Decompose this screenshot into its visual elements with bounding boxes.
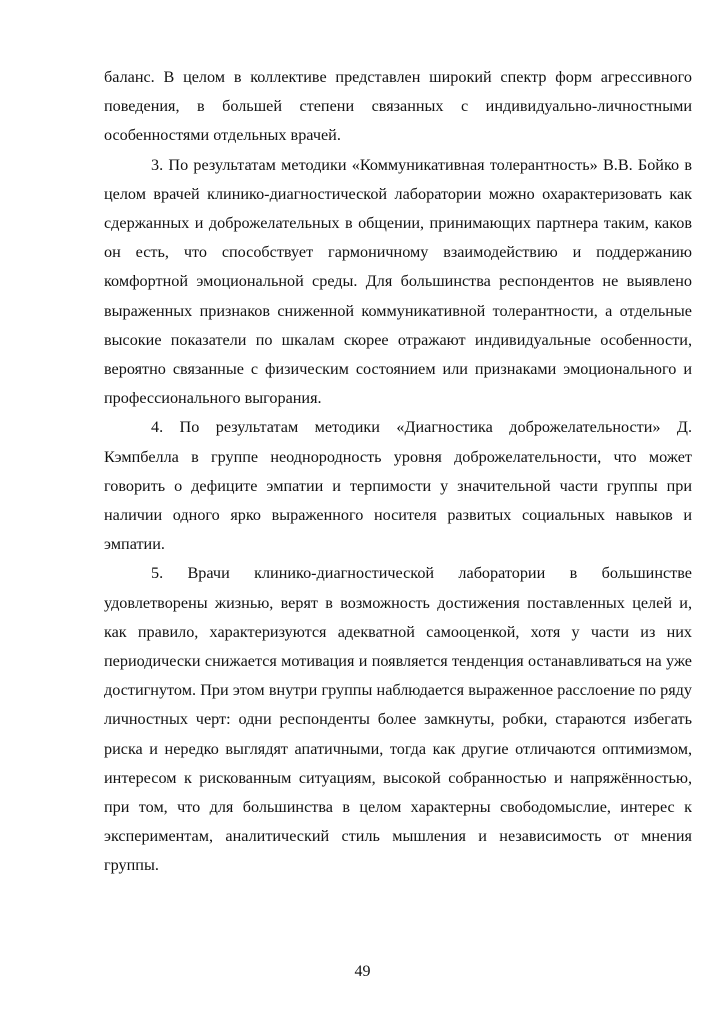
page-number: 49 xyxy=(354,963,371,980)
paragraph-item-4: 4. По результатам методики «Диагностика доброжелательности» Д. Кэмпбелла в группе неоднородность уровня доброжелательности, что может говорить о дефиците эмпатии и терпимости у значительной части группы при наличии одного ярко выраженного носителя развитых социальных навыков и эмпатии. xyxy=(104,418,692,554)
page-body xyxy=(104,63,692,881)
paragraph-item-3: 3. По результатам методики «Коммуникативная толерантность» В.В. Бойко в целом врачей клинико-диагностической лаборатории можно охарактеризовать как сдержанных и доброжелательных в общении, принимающих партнера таким, каков он есть, что способствует гармоничному взаимодействию и поддержанию комфортной эмоциональной среды. Для большинства респондентов не выявлено выраженных признаков сниженной коммуникативной толерантности, а отдельные высокие показатели по шкалам скорее отражают индивидуальные особенности, вероятно связанные с физическим состоянием или признаками эмоционального и профессионального выгорания. xyxy=(104,155,692,408)
paragraph-continuation: баланс. В целом в коллективе представлен широкий спектр форм агрессивного поведения, в большей степени связанных с индивидуально-личностными особенностями отдельных врачей. xyxy=(104,68,692,145)
paragraph-item-5: 5. Врачи клинико-диагностической лаборатории в большинстве удовлетворены жизнью, верят в возможность достижения поставленных целей и, как правило, характеризуются адекватной самооценкой, хотя у части из них периодически снижается мотивация и появляется тенденция останавливаться на уже достигнутом. При этом внутри группы наблюдается выраженное расслоение по ряду личностных черт: одни респонденты более замкнуты, робки, стараются избегать риска и нередко выглядят апатичными, тогда как другие отличаются оптимизмом, интересом к рискованным ситуациям, высокой собранностью и напряжённостью, при том, что для большинства в целом характерны свободомыслие, интерес к экспериментам, аналитический стиль мышления и независимость от мнения группы. xyxy=(104,564,692,875)
